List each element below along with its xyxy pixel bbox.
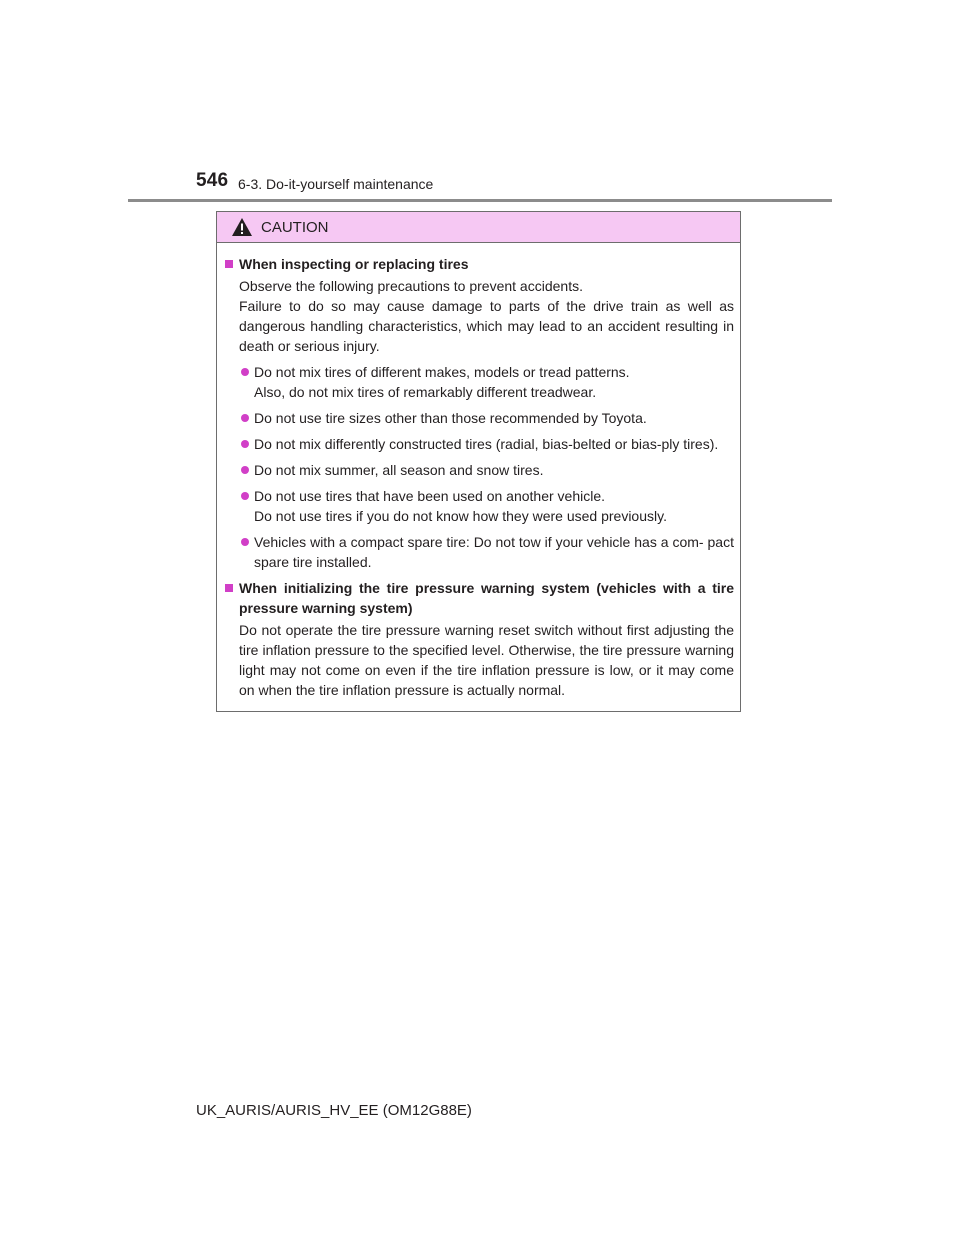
square-bullet-icon	[225, 584, 233, 592]
bullet-line: Do not use tires that have been used on another vehicle.	[254, 488, 606, 504]
section-heading	[224, 254, 734, 274]
section-title: 6-3. Do-it-yourself maintenance	[238, 176, 434, 192]
header-rule	[128, 199, 832, 202]
round-bullet-icon	[241, 414, 249, 422]
bullet-item	[224, 434, 734, 454]
caution-header	[217, 212, 740, 243]
bullet-line: Do not mix summer, all season and snow tires.	[254, 462, 544, 478]
round-bullet-icon	[241, 538, 249, 546]
caution-box	[216, 211, 741, 712]
section-intro	[224, 620, 734, 700]
bullet-text	[254, 486, 734, 526]
section-heading-text: When inspecting or replacing tires	[239, 256, 469, 272]
bullet-text	[254, 434, 734, 454]
bullet-line: Do not mix differently constructed tires (radial, bias-belted or bias-ply tires).	[254, 436, 719, 452]
section-heading-text: When initializing the tire pressure warning system (vehicles with a tire pressure warning system)	[239, 580, 734, 616]
caution-title: CAUTION	[261, 218, 329, 236]
bullet-item	[224, 532, 734, 572]
bullet-line: Do not use tire sizes other than those recommended by Toyota.	[254, 410, 647, 426]
bullet-text	[254, 532, 734, 572]
intro-line: Observe the following precautions to prevent accidents.	[239, 278, 583, 294]
bullet-item	[224, 362, 734, 402]
bullet-line: Do not use tires if you do not know how they were used previously.	[254, 508, 667, 524]
bullet-line: Also, do not mix tires of remarkably different treadwear.	[254, 384, 597, 400]
caution-section	[224, 254, 734, 572]
page-number: 546	[196, 170, 229, 191]
bullet-text	[254, 460, 734, 480]
square-bullet-icon	[225, 260, 233, 268]
bullet-line: Do not mix tires of different makes, models or tread patterns.	[254, 364, 630, 380]
bullet-item	[224, 460, 734, 480]
bullet-item	[224, 408, 734, 428]
caution-body	[217, 243, 740, 700]
intro-line: Do not operate the tire pressure warning reset switch without first adjusting the tire inflation pressure to the specified level. Otherwise, the tire pressure warning light may not come on even if the tire inflation pressure is low, or it may come on when the tire inflation pressure is actually normal.	[239, 622, 734, 698]
section-heading	[224, 578, 734, 618]
warning-triangle-icon	[231, 217, 253, 237]
bullet-text	[254, 362, 734, 402]
round-bullet-icon	[241, 492, 249, 500]
caution-section	[224, 578, 734, 700]
round-bullet-icon	[241, 368, 249, 376]
section-intro	[224, 276, 734, 356]
bullet-line: Vehicles with a compact spare tire: Do not tow if your vehicle has a com- pact spare tire installed.	[254, 534, 734, 570]
round-bullet-icon	[241, 440, 249, 448]
round-bullet-icon	[241, 466, 249, 474]
footer-model-code: UK_AURIS/AURIS_HV_EE (OM12G88E)	[196, 1102, 472, 1119]
bullet-text	[254, 408, 734, 428]
bullet-item	[224, 486, 734, 526]
intro-line: Failure to do so may cause damage to parts of the drive train as well as dangerous handling characteristics, which may lead to an accident resulting in death or serious injury.	[239, 298, 734, 354]
